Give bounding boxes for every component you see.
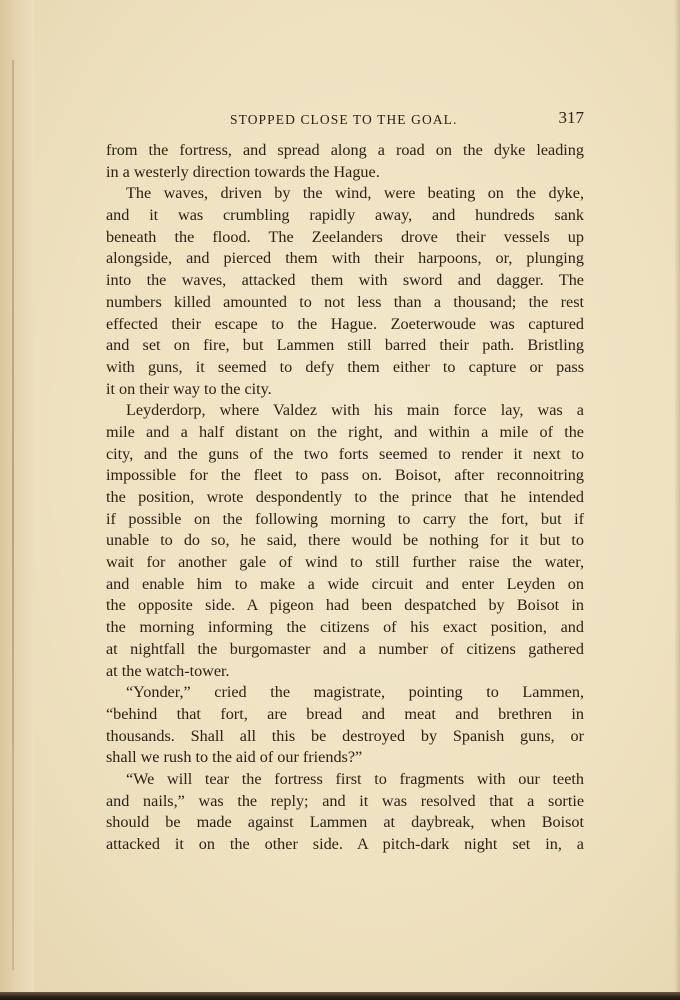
text-line: “We will tear the fortress first to fragments with our teeth	[126, 769, 584, 788]
text-line: and enable him to make a wide circuit and enter Leyden on	[106, 574, 584, 593]
text-line: The waves, driven by the wind, were beating on the dyke,	[126, 184, 584, 203]
running-head-title: STOPPED CLOSE TO THE GOAL.	[230, 112, 458, 127]
text-line: alongside, and pierced them with their harpoons, or, plunging	[106, 249, 584, 268]
text-line: and set on fire, but Lammen still barred their path. Bristling	[106, 336, 584, 355]
text-line: effected their escape to the Hague. Zoeterwoude was captured	[106, 314, 584, 333]
page-gutter	[0, 0, 34, 1000]
text-line: the morning informing the citizens of his exact position, and	[106, 618, 584, 637]
text-line: “behind that fort, are bread and meat and brethren in	[106, 704, 584, 723]
gutter-rule	[12, 60, 14, 970]
text-line: Leyderdorp, where Valdez with his main force lay, was a	[126, 401, 584, 420]
running-head	[106, 109, 584, 131]
text-line: beneath the flood. The Zeelanders drove their vessels up	[106, 227, 584, 246]
text-line: in a westerly direction towards the Hague.	[106, 162, 380, 181]
text-line: impossible for the fleet to pass on. Boisot, after reconnoitring	[106, 466, 584, 485]
text-line: into the waves, attacked them with sword and dagger. The	[106, 271, 584, 290]
text-line: attacked it on the other side. A pitch-dark night set in, a	[106, 835, 584, 853]
text-line: numbers killed amounted to not less than a thousand; the rest	[106, 292, 584, 311]
text-line: and it was crumbling rapidly away, and hundreds sank	[106, 206, 584, 225]
page-number: 317	[558, 108, 584, 127]
page-right-edge	[674, 0, 680, 1000]
text-line: at nightfall the burgomaster and a number of citizens gathered	[106, 639, 584, 658]
text-line: the position, wrote despondently to the prince that he intended	[106, 488, 584, 506]
text-line: and nails,” was the reply; and it was resolved that a sortie	[106, 791, 584, 810]
text-line: unable to do so, he said, there would be nothing for it but to	[106, 531, 584, 550]
text-line: it on their way to the city.	[106, 379, 272, 398]
text-line: mile and a half distant on the right, and within a mile of the	[106, 422, 584, 441]
text-line: with guns, it seemed to defy them either to capture or pass	[106, 357, 584, 376]
page-bottom-edge	[0, 992, 680, 1000]
text-line: at the watch-tower.	[106, 661, 230, 680]
text-line: thousands. Shall all this be destroyed by Spanish guns, or	[106, 726, 584, 745]
text-line: should be made against Lammen at daybreak, when Boisot	[106, 813, 584, 832]
text-line: shall we rush to the aid of our friends?”	[106, 748, 363, 767]
text-line: city, and the guns of the two forts seemed to render it next to	[106, 444, 584, 463]
text-line: if possible on the following morning to carry the fort, but if	[106, 509, 584, 528]
text-line: wait for another gale of wind to still further raise the water,	[106, 553, 584, 572]
text-line: the opposite side. A pigeon had been despatched by Boisot in	[106, 596, 584, 615]
text-line: from the fortress, and spread along a road on the dyke leading	[106, 141, 584, 159]
text-line: “Yonder,” cried the magistrate, pointing to Lammen,	[126, 683, 584, 702]
body-text	[106, 140, 584, 856]
